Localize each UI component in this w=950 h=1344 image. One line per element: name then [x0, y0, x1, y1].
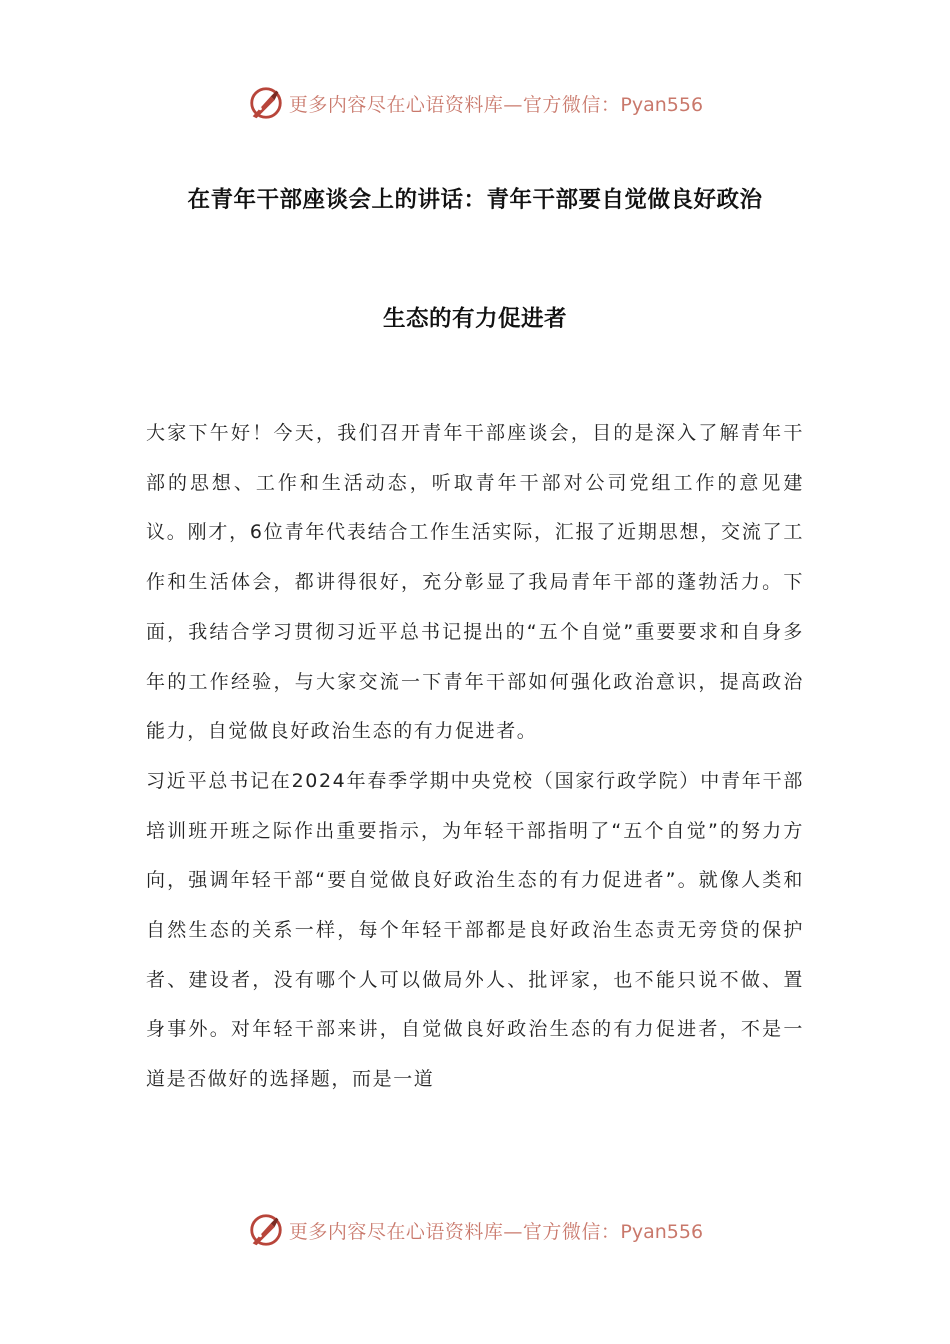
paragraph-2: 习近平总书记在2024年春季学期中央党校（国家行政学院）中青年干部培训班开班之际作出重要指示，为年轻干部指明了“五个自觉”的努力方向，强调年轻干部“要自觉做良好政治生态的有力促进者”。就像人类和自然生态的关系一样，每个年轻干部都是良好政治生态责无旁贷的保护者、建设者，没有哪个人可以做局外人、批评家，也不能只说不做、置身事外。对年轻干部来讲，自觉做良好政治生态的有力促进者，不是一道是否做好的选择题，而是一道: [146, 769, 804, 1091]
wechat-handle: Pyan556: [620, 1220, 704, 1243]
document-body: [146, 409, 804, 1105]
wechat-handle: Pyan556: [620, 93, 704, 116]
document-title-line-2: 生态的有力促进者: [382, 306, 567, 332]
paragraph-1: 大家下午好！今天，我们召开青年干部座谈会，目的是深入了解青年干部的思想、工作和生活动态，听取青年干部对公司党组工作的意见建议。刚才，6位青年代表结合工作生活实际，汇报了近期思想，交流了工作和生活体会，都讲得很好，充分彰显了我局青年干部的蓬勃活力。下面，我结合学习贯彻习近平总书记提出的“五个自觉”重要要求和自身多年的工作经验，与大家交流一下青年干部如何强化政治意识，提高政治能力，自觉做良好政治生态的有力促进者。: [146, 422, 804, 743]
header-banner: [0, 83, 950, 123]
banner-text: 更多内容尽在心语资料库—官方微信：Pyan556: [288, 1220, 704, 1243]
pen-nib-icon: [247, 84, 285, 122]
pen-nib-icon: [247, 1211, 285, 1249]
banner-text: 更多内容尽在心语资料库—官方微信：Pyan556: [288, 93, 704, 116]
footer-banner: [0, 1210, 950, 1250]
document-title-line-1: 在青年干部座谈会上的讲话：青年干部要自觉做良好政治: [187, 187, 763, 213]
